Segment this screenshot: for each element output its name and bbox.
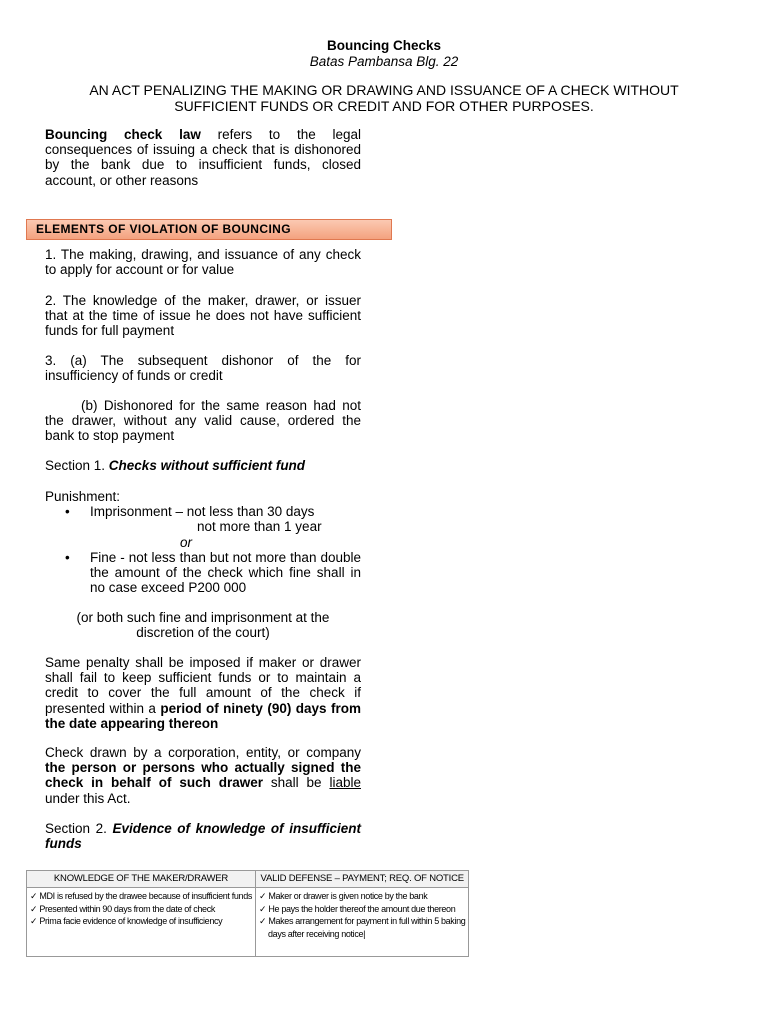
table-item: ✓ MDI is refused by the drawee because of insufficient funds	[30, 891, 253, 901]
section-2-prefix: Section 2.	[45, 821, 113, 836]
title-block	[0, 38, 768, 70]
page-subtitle: Batas Pambansa Blg. 22	[309, 54, 459, 69]
definition-paragraph	[45, 127, 361, 188]
or-line	[45, 535, 361, 550]
act-title	[60, 83, 708, 114]
list-item	[45, 550, 361, 596]
element-item-2: 2. The knowledge of the maker, drawer, or issuer that at the time of issue he does not have sufficient funds for full payment	[45, 293, 361, 339]
table-cell-defense	[256, 888, 469, 957]
corporation-text-1: Check drawn by a corporation, entity, or company	[45, 745, 361, 760]
definition-text: refers to the legal consequences of issuing a check that is dishonored by the bank due to insufficient funds, closed account, or other reasons	[45, 127, 362, 188]
corporation-text-3: under this Act.	[45, 790, 131, 806]
corporation-bold: the person or persons who actually signed the check in behalf of such drawer	[45, 760, 361, 791]
element-item-3b-text: (b) Dishonored for the same reason had not the drawer, without any valid cause, ordered the bank to stop payment	[45, 398, 361, 444]
table-item: ✓ Presented within 90 days from the date of check	[30, 903, 215, 914]
section-1-heading	[45, 458, 361, 473]
list-item	[45, 504, 361, 519]
same-penalty-bold: period of ninety (90) days from the date appearing thereon	[45, 700, 361, 731]
elements-heading: ELEMENTS OF VIOLATION OF BOUNCING	[26, 219, 392, 240]
both-penalty-note	[45, 610, 361, 640]
imprisonment-max: not more than 1 year	[197, 519, 322, 535]
punishment-label: Punishment:	[45, 489, 121, 504]
evidence-table	[26, 870, 469, 957]
table-item: ✓ Makes arrangement for payment in full within 5 baking	[259, 916, 466, 926]
table-header-knowledge: KNOWLEDGE OF THE MAKER/DRAWER	[27, 871, 256, 888]
table-header-row	[27, 871, 469, 888]
act-line-2: SUFFICIENT FUNDS OR CREDIT AND FOR OTHER PURPOSES.	[174, 97, 594, 114]
punishment-block	[45, 489, 361, 595]
bullet-icon: •	[65, 504, 70, 520]
list-item-continued	[45, 519, 361, 534]
table-cell-knowledge	[27, 888, 256, 957]
table-row	[27, 888, 469, 957]
or-text: or	[180, 534, 193, 550]
same-penalty-paragraph	[45, 655, 361, 731]
section-1-prefix: Section 1.	[45, 458, 109, 473]
table-item: ✓ Prima facie evidence of knowledge of insufficiency	[30, 916, 223, 926]
fine-text: Fine - not less than but not more than double the amount of the check which fine shall in no case exceed P200 000	[90, 549, 361, 596]
page-title: Bouncing Checks	[326, 38, 442, 53]
both-line-1: (or both such fine and imprisonment at the	[76, 610, 330, 625]
section-1-title: Checks without sufficient fund	[108, 458, 306, 473]
table-item: ✓ Maker or drawer is given notice by the bank	[259, 891, 428, 901]
corporation-text-2: shall be	[263, 775, 330, 791]
section-2-title: Evidence of knowledge of insufficient funds	[45, 821, 361, 852]
corporation-paragraph	[45, 745, 361, 806]
table-header-defense: VALID DEFENSE – PAYMENT; REQ. OF NOTICE	[256, 871, 469, 888]
table-item: ✓ He pays the holder thereof the amount due thereon	[259, 903, 456, 914]
element-item-3a: 3. (a) The subsequent dishonor of the for insufficiency of funds or credit	[45, 353, 361, 384]
imprisonment-text: Imprisonment – not less than 30 days	[90, 504, 315, 520]
liable-text: liable	[329, 775, 361, 791]
table-item: days after receiving notice|	[268, 928, 366, 939]
definition-term: Bouncing check law	[45, 127, 201, 142]
bullet-icon: •	[65, 549, 70, 565]
both-line-2: discretion of the court)	[136, 625, 270, 641]
section-2-heading	[45, 821, 361, 851]
element-item-1: 1. The making, drawing, and issuance of any check to apply for account or for value	[45, 247, 361, 278]
same-penalty-text: Same penalty shall be imposed if maker or drawer shall fail to keep sufficient funds or to maintain a credit to cover the full amount of the check if presented within a	[45, 655, 361, 716]
punishment-list	[45, 504, 361, 595]
element-item-3b	[45, 398, 361, 444]
act-line-1: AN ACT PENALIZING THE MAKING OR DRAWING AND ISSUANCE OF A CHECK WITHOUT	[89, 82, 679, 98]
